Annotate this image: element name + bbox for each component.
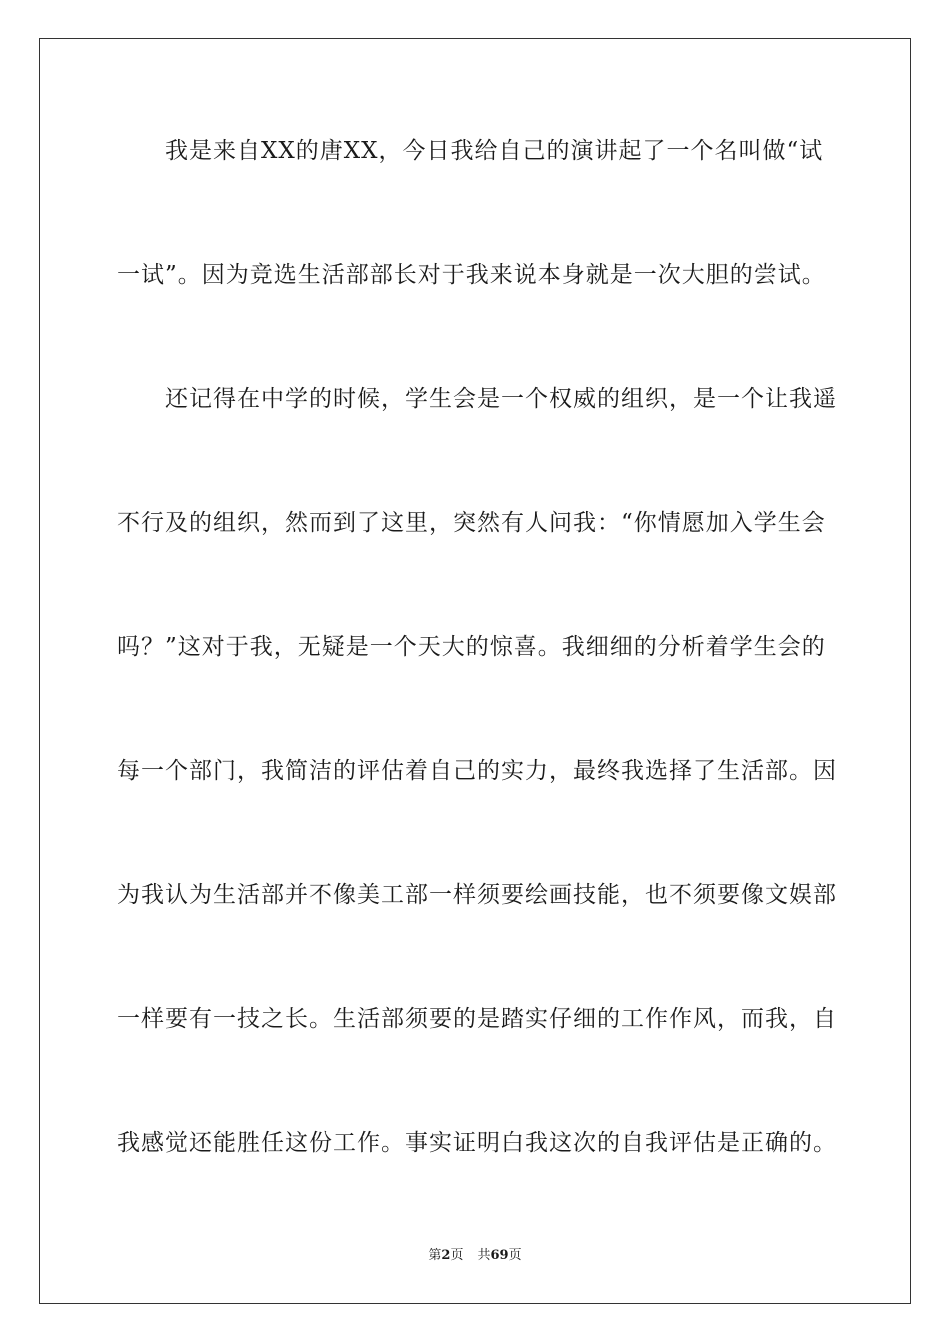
body-text-line-4: 不行及的组织，然而到了这里，突然有人问我：“你情愿加入学生会 bbox=[117, 510, 826, 536]
body-text-line-8: 一样要有一技之长。生活部须要的是踏实仔细的工作作风，而我，自 bbox=[117, 1006, 837, 1032]
body-text-line-5: 吗？”这对于我，无疑是一个天大的惊喜。我细细的分析着学生会的 bbox=[117, 634, 826, 660]
body-text-line-9: 我感觉还能胜任这份工作。事实证明白我这次的自我评估是正确的。 bbox=[117, 1130, 837, 1156]
body-text-line-1: 我是来自XX的唐XX，今日我给自己的演讲起了一个名叫做“试 bbox=[117, 138, 824, 164]
page-border bbox=[39, 38, 911, 1304]
page-prefix: 第 bbox=[428, 1248, 442, 1263]
body-text-line-2: 一试”。因为竞选生活部部长对于我来说本身就是一次大胆的尝试。 bbox=[117, 262, 826, 288]
page-suffix: 页 bbox=[450, 1248, 464, 1263]
total-suffix: 页 bbox=[508, 1248, 522, 1263]
page-footer bbox=[0, 1247, 950, 1265]
page-number: 2 bbox=[441, 1248, 451, 1263]
body-text-line-3: 还记得在中学的时候，学生会是一个权威的组织，是一个让我遥 bbox=[117, 386, 837, 412]
body-text-line-7: 为我认为生活部并不像美工部一样须要绘画技能，也不须要像文娱部 bbox=[117, 882, 837, 908]
total-prefix: 共 bbox=[477, 1248, 491, 1263]
body-text-line-6: 每一个部门，我简洁的评估着自己的实力，最终我选择了生活部。因 bbox=[117, 758, 837, 784]
total-pages: 69 bbox=[490, 1248, 509, 1263]
